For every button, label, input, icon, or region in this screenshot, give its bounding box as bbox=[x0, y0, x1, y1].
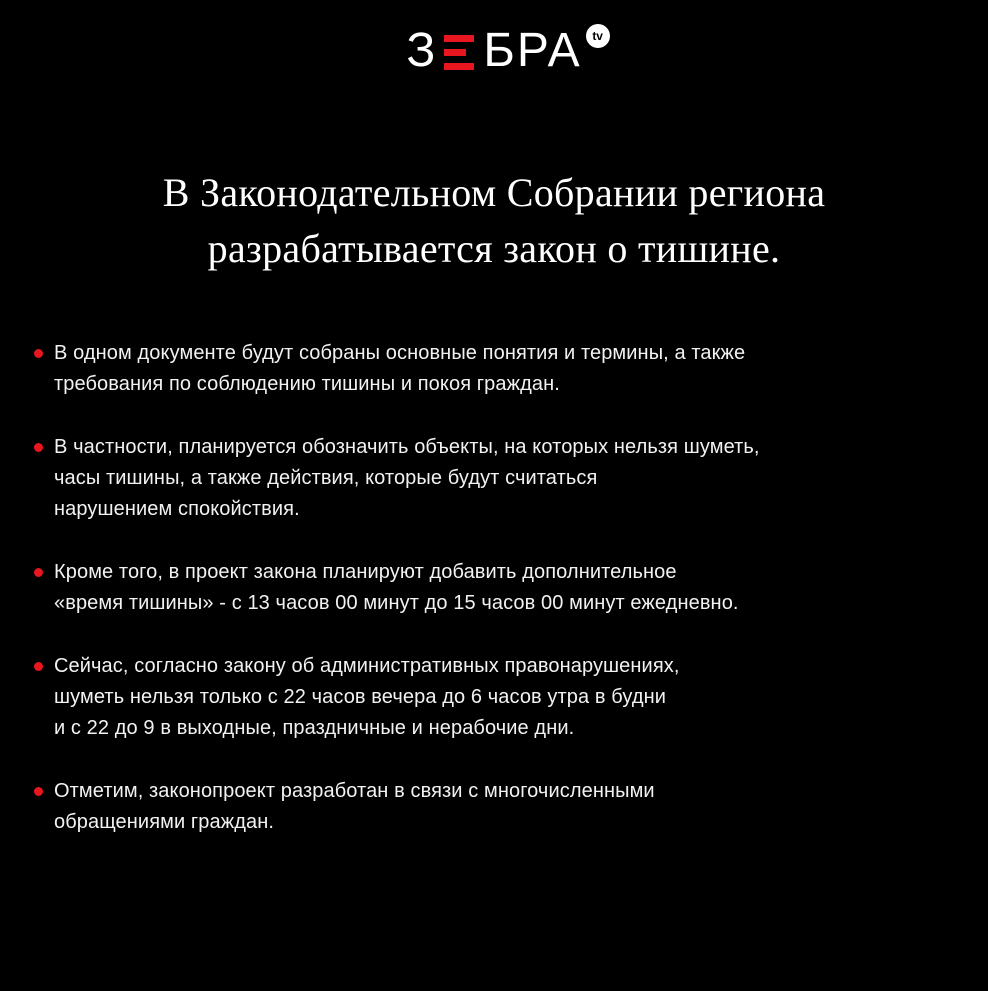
logo-e-bar-middle bbox=[444, 49, 466, 56]
list-item bbox=[34, 338, 934, 400]
logo-e-bar-bottom bbox=[444, 63, 474, 70]
list-item-text bbox=[54, 651, 934, 744]
bullet-dot-icon bbox=[34, 568, 43, 577]
page-title bbox=[70, 165, 918, 277]
logo-e-bar-top bbox=[444, 35, 474, 42]
list-item-text bbox=[54, 338, 934, 400]
headline-line-1: В Законодательном Собрании региона bbox=[162, 169, 826, 215]
list-item bbox=[34, 432, 934, 525]
bullet-dot-icon bbox=[34, 662, 43, 671]
list-item-line: «время тишины» - с 13 часов 00 минут до 15 часов 00 минут ежедневно. bbox=[54, 592, 739, 614]
bullet-list bbox=[34, 338, 934, 838]
list-item-line: часы тишины, а также действия, которые будут считаться bbox=[54, 467, 598, 489]
logo-header bbox=[0, 24, 988, 84]
bullet-dot-icon bbox=[34, 787, 43, 796]
list-item bbox=[34, 651, 934, 744]
bullet-dot-icon bbox=[34, 349, 43, 358]
list-item-line: Кроме того, в проект закона планируют добавить дополнительное bbox=[54, 561, 677, 583]
headline-line-2: разрабатывается закон о тишине. bbox=[207, 225, 781, 271]
list-item-line: шуметь нельзя только с 22 часов вечера до 6 часов утра в будни bbox=[54, 686, 667, 708]
list-item-line: требования по соблюдению тишины и покоя граждан. bbox=[54, 373, 560, 395]
logo-letter-e-icon bbox=[444, 35, 474, 70]
logo-letter-z: З bbox=[406, 24, 438, 77]
zebra-tv-logo[interactable] bbox=[406, 24, 603, 77]
list-item-text bbox=[54, 557, 934, 619]
list-item-line: В одном документе будут собраны основные понятия и термины, а также bbox=[54, 342, 746, 364]
list-item-line: нарушением спокойствия. bbox=[54, 498, 300, 520]
list-item-line: обращениями граждан. bbox=[54, 811, 275, 833]
list-item bbox=[34, 776, 934, 838]
logo-letters-bra: БРА bbox=[483, 24, 582, 77]
logo-tv-badge: tv bbox=[586, 24, 610, 48]
list-item-line: и с 22 до 9 в выходные, праздничные и нерабочие дни. bbox=[54, 717, 575, 739]
bullet-dot-icon bbox=[34, 443, 43, 452]
list-item-text bbox=[54, 432, 934, 525]
list-item-line: Отметим, законопроект разработан в связи с многочисленными bbox=[54, 780, 655, 802]
list-item-line: В частности, планируется обозначить объекты, на которых нельзя шуметь, bbox=[54, 436, 760, 458]
list-item-line: Сейчас, согласно закону об административных правонарушениях, bbox=[54, 655, 680, 677]
list-item bbox=[34, 557, 934, 619]
list-item-text bbox=[54, 776, 934, 838]
